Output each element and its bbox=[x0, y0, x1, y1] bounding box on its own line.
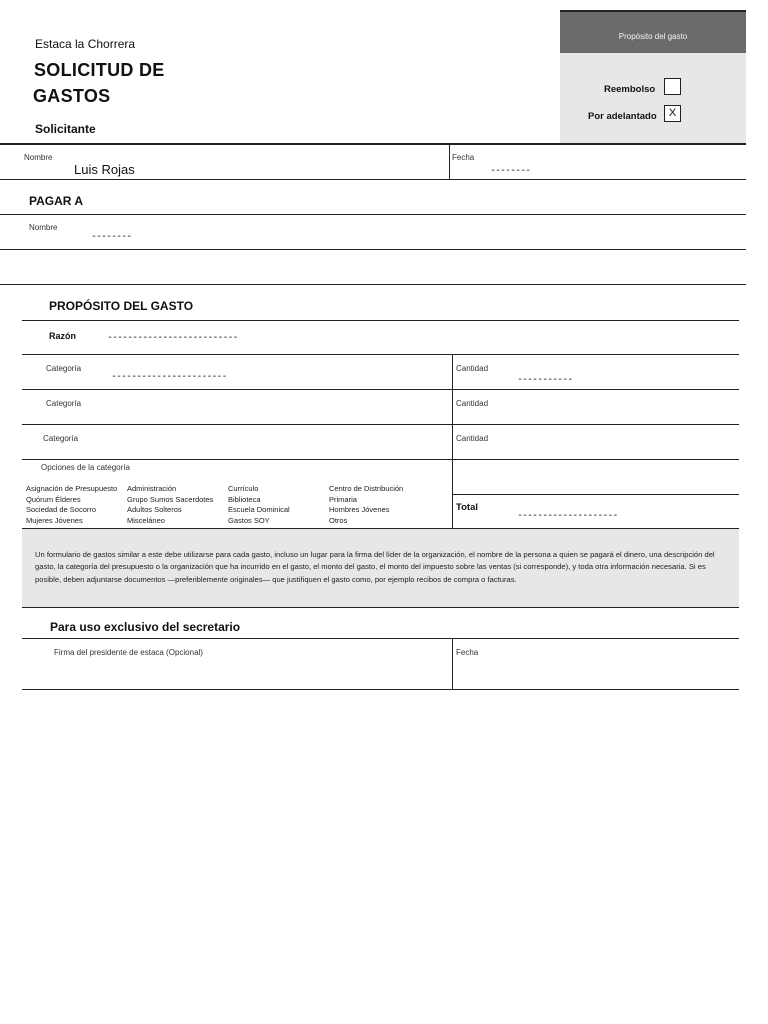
divider-total-top bbox=[452, 494, 739, 495]
total-field[interactable]: -------------------- bbox=[517, 510, 618, 521]
amount-field-3[interactable] bbox=[517, 439, 727, 453]
option-item: Escuela Dominical bbox=[228, 505, 290, 515]
category-label-3: Categoría bbox=[43, 434, 79, 443]
purpose-panel bbox=[560, 10, 746, 144]
org-name: Estaca la Chorrera bbox=[35, 37, 136, 51]
reason-field[interactable]: -------------------------- bbox=[107, 332, 238, 343]
option-item: Currículo bbox=[228, 484, 259, 493]
options-column-1 bbox=[26, 484, 117, 526]
reimbursement-checkbox[interactable] bbox=[664, 78, 681, 95]
category-field-2[interactable] bbox=[111, 404, 441, 418]
advance-checkbox[interactable]: X bbox=[664, 105, 681, 122]
amount-label-3: Cantidad bbox=[456, 434, 489, 443]
signature-label: Firma del presidente de estaca (Opcional) bbox=[54, 648, 203, 657]
secretary-title: Para uso exclusivo del secretario bbox=[50, 620, 241, 634]
option-item: Biblioteca bbox=[228, 494, 261, 504]
divider-applicant-mid bbox=[449, 144, 450, 179]
option-item: Quórum Élderes bbox=[26, 494, 81, 504]
options-column-2 bbox=[127, 484, 213, 526]
option-item: Sociedad de Socorro bbox=[26, 505, 97, 515]
amount-label-2: Cantidad bbox=[456, 399, 489, 408]
category-label-2: Categoría bbox=[46, 399, 82, 408]
category-field-3[interactable] bbox=[111, 439, 441, 453]
blank-row[interactable] bbox=[0, 250, 746, 284]
form-title-line2: GASTOS bbox=[33, 86, 111, 106]
amount-field-1[interactable]: ----------- bbox=[517, 374, 573, 385]
category-field-1[interactable]: ----------------------- bbox=[111, 371, 227, 382]
options-column-3 bbox=[228, 484, 290, 526]
amount-label-1: Cantidad bbox=[456, 364, 489, 373]
applicant-date-field[interactable]: -------- bbox=[490, 165, 531, 176]
secretary-date-field[interactable] bbox=[456, 660, 736, 686]
applicant-date-label: Fecha bbox=[452, 153, 475, 162]
amount-field-2[interactable] bbox=[517, 404, 727, 418]
secretary-date-label: Fecha bbox=[456, 648, 479, 657]
applicant-name-label: Nombre bbox=[24, 153, 53, 162]
expense-purpose-title: PROPÓSITO DEL GASTO bbox=[49, 299, 194, 313]
option-item: Otros bbox=[329, 515, 348, 525]
advance-label: Por adelantado bbox=[588, 111, 657, 122]
divider-row3-bottom bbox=[22, 459, 739, 460]
option-item: Asignación de Presupuesto bbox=[26, 484, 118, 493]
divider-reason-bottom bbox=[22, 354, 739, 355]
category-options-list bbox=[26, 484, 446, 528]
applicant-label: Solicitante bbox=[35, 122, 96, 136]
total-label: Total bbox=[456, 502, 478, 513]
pay-to-name-label: Nombre bbox=[29, 223, 58, 232]
purpose-panel-header-text: Propósito del gasto bbox=[618, 32, 688, 41]
signature-field[interactable] bbox=[54, 660, 444, 686]
option-item: Centro de Distribución bbox=[329, 484, 404, 493]
applicant-name-field[interactable]: Luis Rojas bbox=[74, 162, 135, 177]
divider-secretary-bottom bbox=[22, 689, 739, 690]
divider-secretary-mid bbox=[452, 638, 453, 689]
option-item: Adultos Solteros bbox=[127, 505, 182, 515]
notice-text: Un formulario de gastos similar a este debe utilizarse para cada gasto, incluso un lugar para la firma del líder de la organización, el nombre de la persona a quien se pagará el dinero, una descripción del gasto, la categoría del presupuesto o la organización que ha incurrido en el gasto, el monto del gasto, el monto del impuesto sobre las ventas (si corresponde), y toda otra información necesaria. Si es posible, deben adjuntarse documentos —preferiblemente originales— que justifiquen el gasto como, por ejemplo recibos de compra o facturas. bbox=[35, 550, 715, 584]
divider-secretary-top bbox=[22, 638, 739, 639]
divider-blank-bottom bbox=[0, 284, 746, 285]
divider-row2-bottom bbox=[22, 424, 739, 425]
option-item: Hombres Jóvenes bbox=[329, 505, 390, 515]
divider-notice-bottom bbox=[22, 607, 739, 608]
pay-to-name-field[interactable]: -------- bbox=[91, 231, 132, 242]
option-item: Grupo Sumos Sacerdotes bbox=[127, 494, 214, 504]
purpose-panel-header bbox=[560, 12, 746, 53]
option-item: Primaria bbox=[329, 494, 357, 504]
notice-panel bbox=[22, 529, 739, 607]
reason-label: Razón bbox=[49, 331, 76, 341]
divider-payto-top bbox=[0, 214, 746, 215]
form-title-line1: SOLICITUD DE bbox=[34, 60, 165, 80]
option-item: Administración bbox=[127, 484, 177, 493]
pay-to-title: PAGAR A bbox=[29, 194, 83, 208]
category-options-label: Opciones de la categoría bbox=[41, 463, 130, 472]
option-item: Mujeres Jóvenes bbox=[26, 515, 83, 525]
category-label-1: Categoría bbox=[46, 364, 82, 373]
divider-applicant-bottom bbox=[0, 179, 746, 180]
option-item: Gastos SOY bbox=[228, 515, 270, 525]
options-column-4 bbox=[329, 484, 403, 526]
divider-purpose-mid bbox=[452, 354, 453, 528]
reimbursement-label: Reembolso bbox=[604, 84, 656, 95]
divider-row1-bottom bbox=[22, 389, 739, 390]
divider-applicant-top bbox=[0, 143, 746, 145]
option-item: Misceláneo bbox=[127, 515, 165, 525]
divider-purpose-top bbox=[22, 320, 739, 321]
